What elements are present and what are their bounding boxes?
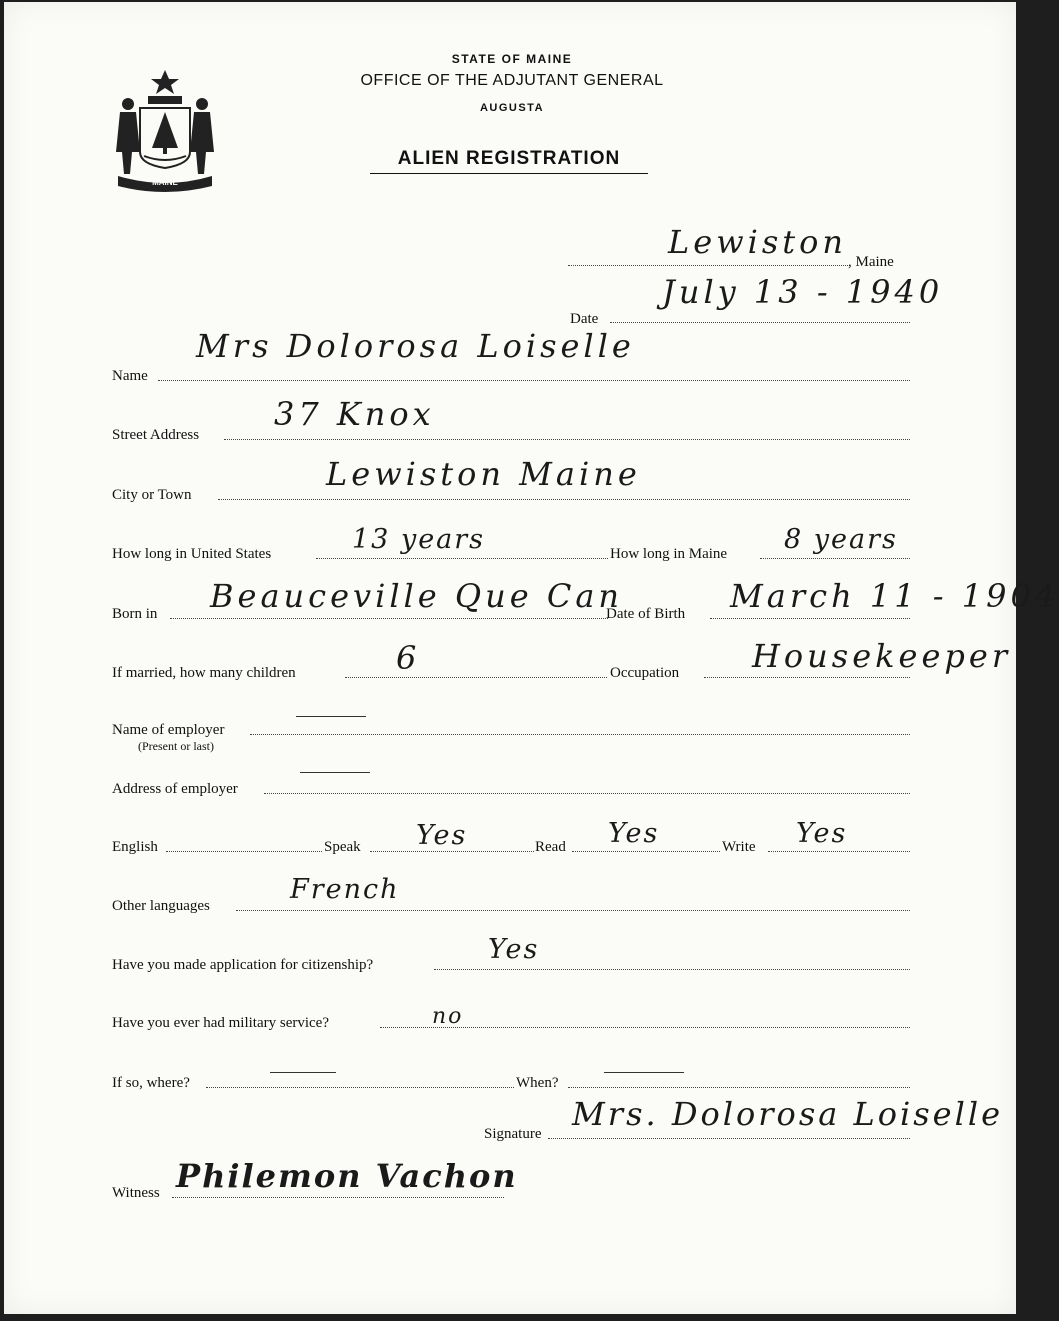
where-line [206, 1087, 514, 1088]
dob-label: Date of Birth [606, 606, 686, 622]
street-line [224, 439, 910, 440]
military-label: Have you ever had military service? [112, 1015, 329, 1031]
signature-value: Mrs. Dolorosa Loiselle [572, 1095, 1003, 1133]
employer-label: Name of employer [112, 722, 225, 738]
city-line [218, 499, 910, 500]
citizenship-label: Have you made application for citizenship? [112, 957, 374, 973]
signature-line [548, 1138, 910, 1139]
children-value: 6 [396, 639, 421, 677]
speak-value: Yes [416, 820, 468, 851]
where-label: If so, where? [112, 1075, 190, 1091]
read-line [572, 851, 720, 852]
date-line [610, 322, 910, 323]
name-label: Name [112, 368, 148, 384]
header-office: OFFICE OF THE ADJUTANT GENERAL [360, 72, 664, 89]
occupation-line [704, 677, 910, 678]
street-value: 37 Knox [274, 395, 435, 433]
speak-label: Speak [324, 839, 361, 855]
witness-value: Philemon Vachon [176, 1157, 518, 1195]
dob-line [710, 618, 910, 619]
name-value: Mrs Dolorosa Loiselle [196, 327, 635, 365]
children-label: If married, how many children [112, 665, 296, 681]
dob-value: March 11 - 1904 [730, 577, 1059, 615]
where-dash [270, 1072, 336, 1073]
maine-value: 8 years [784, 524, 898, 555]
us-line [316, 558, 608, 559]
location-line [568, 265, 848, 266]
location-suffix: , Maine [848, 254, 894, 270]
born-label: Born in [112, 606, 158, 622]
other-languages-line [236, 910, 910, 911]
occupation-label: Occupation [610, 665, 680, 681]
form-title: ALIEN REGISTRATION [370, 148, 648, 174]
occupation-value: Housekeeper [752, 637, 1012, 675]
us-value: 13 years [352, 524, 486, 555]
read-label: Read [535, 839, 566, 855]
date-label: Date [570, 311, 599, 327]
born-line [170, 618, 608, 619]
employer-address-line [264, 793, 910, 794]
english-label: English [112, 839, 158, 855]
children-line [345, 677, 607, 678]
location-value: Lewiston [668, 223, 847, 261]
citizenship-line [434, 969, 910, 970]
when-line [568, 1087, 910, 1088]
date-value: July 13 - 1940 [662, 273, 944, 311]
witness-line [172, 1197, 504, 1198]
name-line [158, 380, 910, 381]
write-line [768, 851, 910, 852]
employer-address-label: Address of employer [112, 781, 238, 797]
employer-dash [296, 716, 366, 717]
citizenship-value: Yes [488, 934, 540, 965]
street-label: Street Address [112, 427, 200, 443]
header-city: AUGUSTA [479, 102, 545, 114]
when-dash [604, 1072, 684, 1073]
born-value: Beauceville Que Can [210, 577, 624, 615]
city-value: Lewiston Maine [326, 455, 641, 493]
other-languages-label: Other languages [112, 898, 210, 914]
employer-line [250, 734, 910, 735]
maine-line [760, 558, 910, 559]
write-value: Yes [796, 818, 848, 849]
header-state: STATE OF MAINE [451, 52, 573, 66]
witness-label: Witness [112, 1185, 160, 1201]
speak-line [370, 851, 534, 852]
when-label: When? [516, 1075, 559, 1091]
us-label: How long in United States [112, 546, 272, 562]
seal-lettering: MAINE [152, 178, 178, 187]
city-label: City or Town [112, 487, 192, 503]
read-value: Yes [608, 818, 660, 849]
maine-label: How long in Maine [610, 546, 728, 562]
other-languages-value: French [290, 874, 400, 905]
write-label: Write [722, 839, 756, 855]
military-value: no [432, 1004, 464, 1029]
signature-label: Signature [484, 1126, 542, 1142]
employer-sublabel: (Present or last) [138, 739, 214, 753]
employer-address-dash [300, 772, 370, 773]
english-line [166, 851, 322, 852]
